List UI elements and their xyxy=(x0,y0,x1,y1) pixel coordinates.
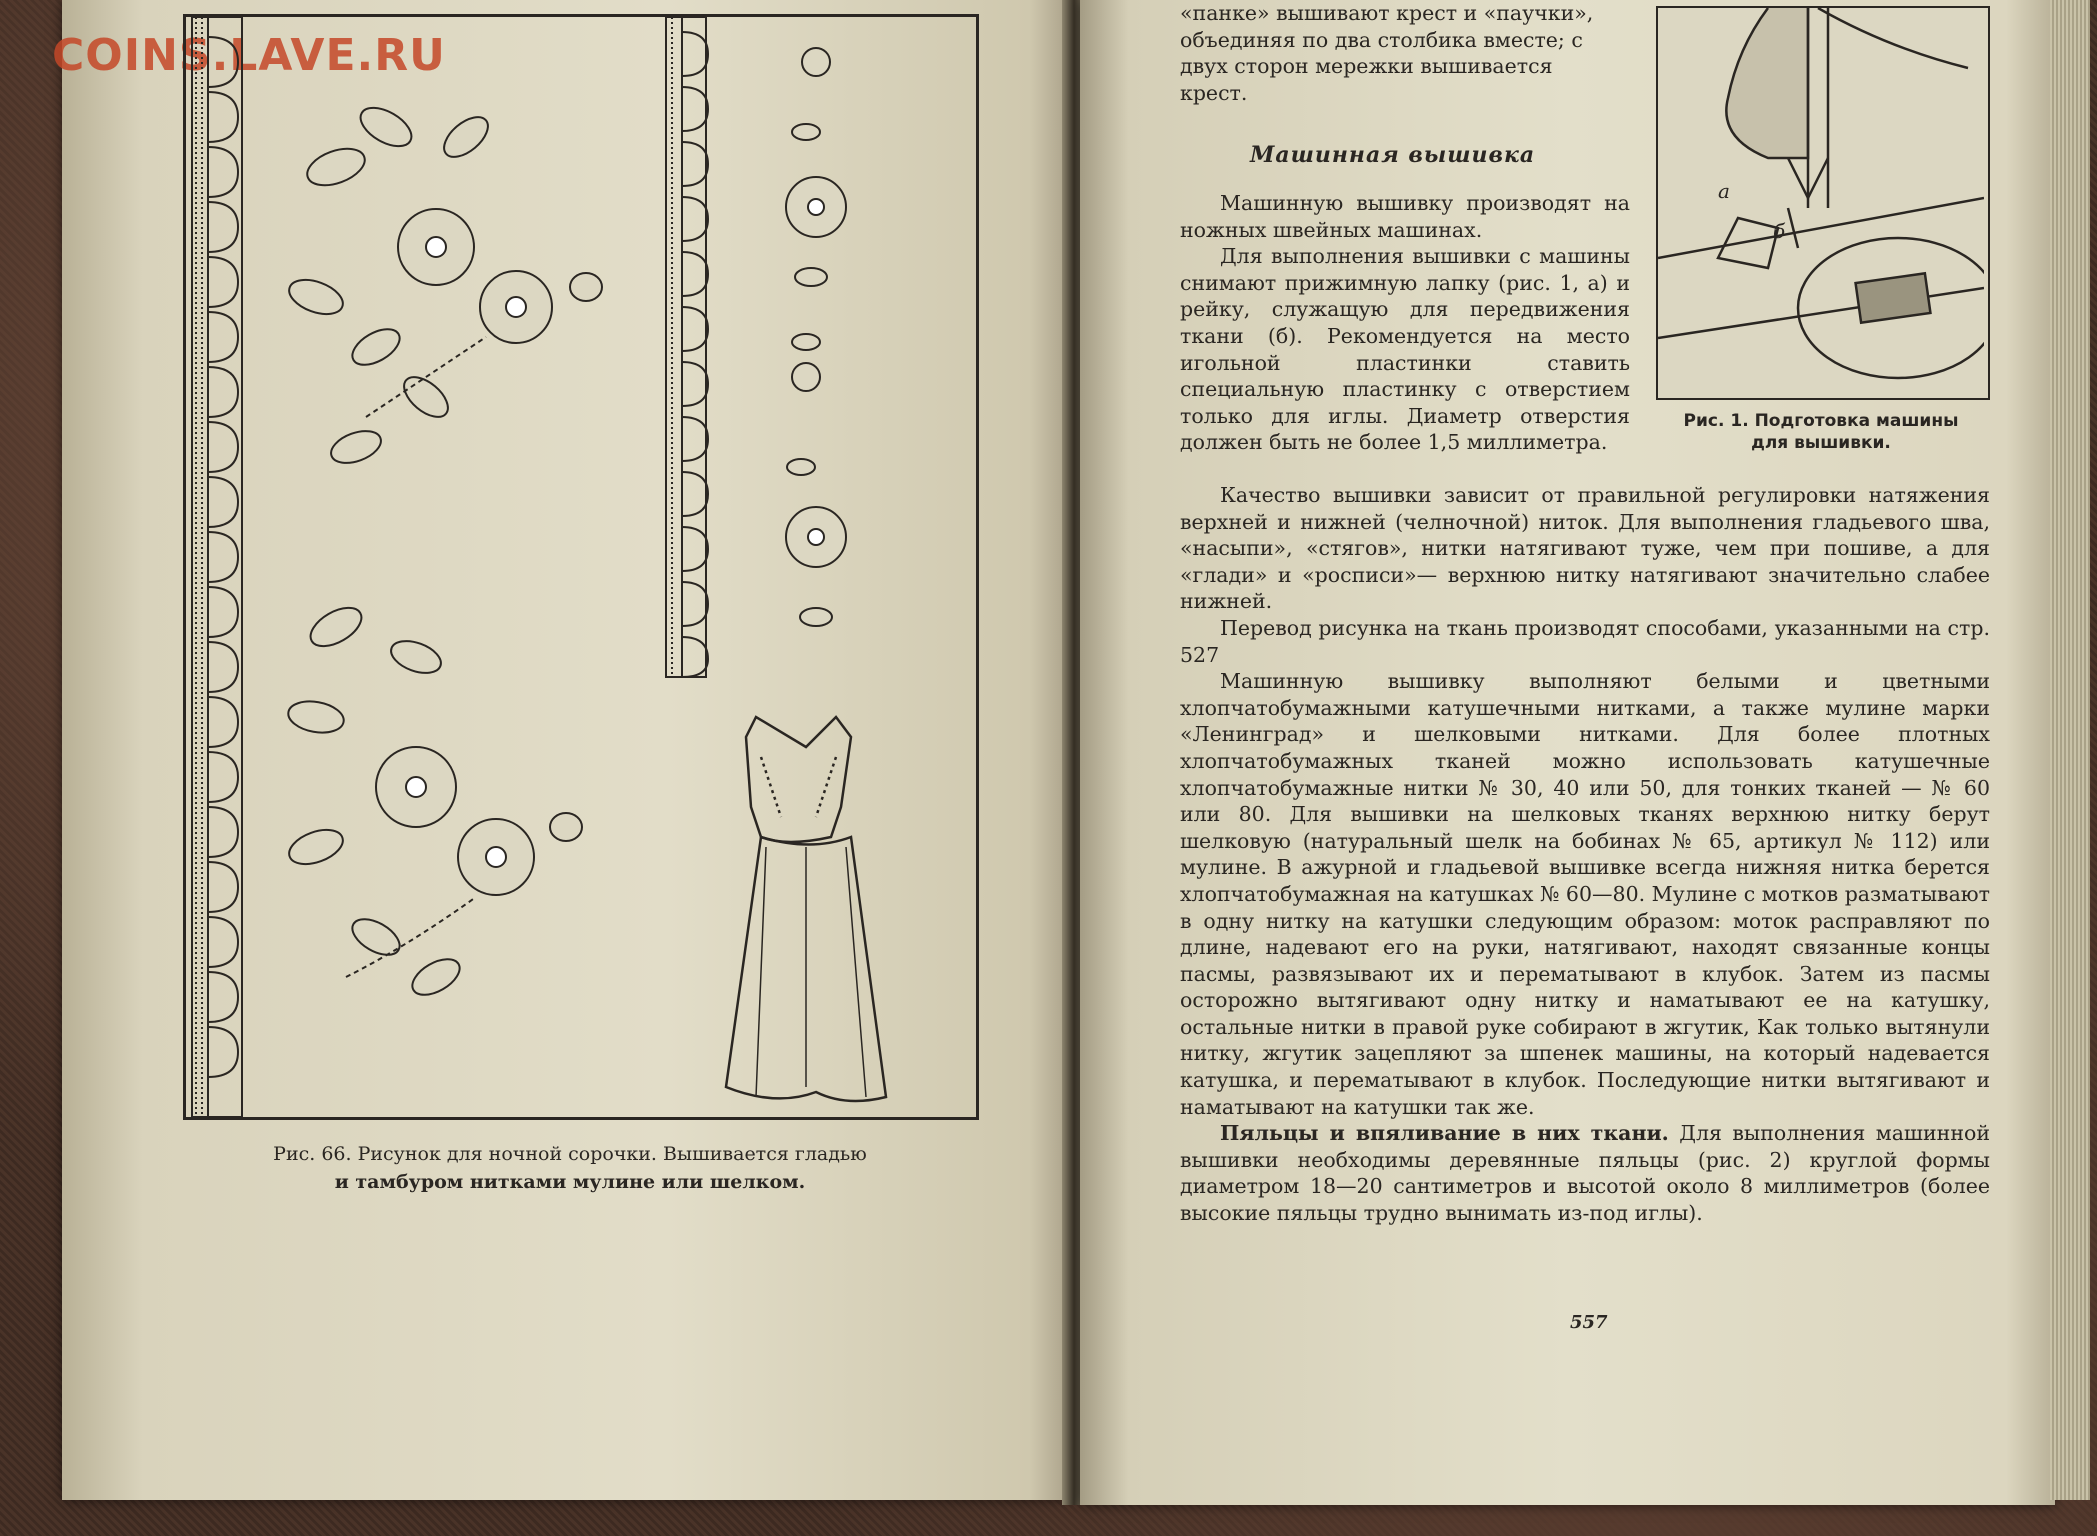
hoops-text: Для выполнения машинной вышивки необходимы деревянные пяльцы (рис. 2) круглой формы диаметром 18—20 сантиметров и высотой около 8 миллиметров (более высокие пяльцы трудно вынимать из-под иглы). xyxy=(1180,1121,1990,1226)
hoops-heading: Пяльцы и впяливание в них ткани. xyxy=(1220,1121,1669,1146)
figure-66-caption-line2: и тамбуром нитками мулине или шелком. xyxy=(334,1171,806,1193)
lace-border-middle xyxy=(666,17,708,677)
machine-label-b: б xyxy=(1773,219,1786,243)
machine-label-a: а xyxy=(1718,179,1730,203)
figure-1-caption-line1: Рис. 1. Подготовка машины xyxy=(1683,411,1959,431)
embroidery-illustration xyxy=(186,17,976,1117)
watermark-text: COINS.LAVE.RU xyxy=(52,30,446,81)
wide-paragraph-3: Машинную вышивку выполняют белыми и цветными хлопчатобумажными катушечными нитками, а также мулине марки «Ленинград» и шелковыми нитками. Для более плотных хлопчатобумажных тканей можно использовать катушечные хлопчатобумажные нитки № 30, 40 или 50, для тонких тканей — № 60 или 80. Для вышивки на шелковых тканях верхнюю нитку берут шелковую (натуральный шелк на бобинах № 65, артикул № 112) или мулине. В ажурной и гладьевой вышивке всегда нижняя нитка берется хлопчатобумажная на катушках № 60—80. Мулине с мотков разматывают в одну нитку на катушки следующим образом: моток расправляют по длине, надевают его на руки, натягивают, находят связанные концы пасмы, развязывают их и перематывают в клубок. Затем из пасмы осторожно вытягивают одну нитку и наматывают ее на катушку, остальные нитки в правой руке собирают в жгутик, Как только вытянули нитку, жгутик зацепляют за шпенек машины, на который надевается катушка, и перематывают в клубок. Последующие нитки вытягивают и наматывают на катушки так же. xyxy=(1180,669,1990,1119)
figure-66-caption-line1: Рис. 66. Рисунок для ночной сорочки. Вышивается гладью xyxy=(273,1143,867,1165)
intro-text-block xyxy=(1180,0,1630,106)
wide-paragraph-4 xyxy=(1180,1120,1990,1226)
page-edges xyxy=(2050,0,2090,1500)
intro-line-4: крест. xyxy=(1180,80,1248,105)
nightgown-drawing xyxy=(726,717,886,1101)
figure-1-caption-line2: для вышивки. xyxy=(1751,433,1891,453)
figure-66-caption xyxy=(210,1140,930,1196)
flower-cluster-top xyxy=(285,100,602,469)
figure-1-caption xyxy=(1656,410,1986,454)
intro-line-1: «панке» вышивают крест и «паучки», xyxy=(1180,1,1594,25)
wide-paragraph-1: Качество вышивки зависит от правильной регулировки натяжения верхней и нижней (челночной) ниток. Для выполнения гладьевого шва, «насыпи», «стягов», нитки натягивают туже, чем при пошиве, а для «глади» и «росписи»— верхнюю нитку натягивают значительно слабее нижней. xyxy=(1180,483,1990,614)
lace-border-left xyxy=(192,17,242,1117)
narrow-paragraph-1: Машинную вышивку производят на ножных швейных машинах. xyxy=(1180,191,1630,242)
intro-line-2: объединяя по два столбика вместе; с xyxy=(1180,27,1583,52)
flower-cluster-bottom xyxy=(285,600,582,1002)
sewing-machine-figure xyxy=(1656,6,1990,400)
intro-line-3: двух сторон мережки вышивается xyxy=(1180,54,1553,79)
wide-text-block xyxy=(1180,482,1990,1227)
narrow-paragraph-2: Для выполнения вышивки с машины снимают прижимную лапку (рис. 1, а) и рейку, служащую для передвижения ткани (б). Рекомендуется на место игольной пластинки ставить специальную пластинку с отверстием только для иглы. Диаметр отверстия должен быть не более 1,5 миллиметра. xyxy=(1180,244,1630,455)
page-number: 557 xyxy=(1570,1312,1608,1333)
flower-column-right xyxy=(786,48,846,626)
embroidery-figure xyxy=(183,14,979,1120)
wide-paragraph-2: Перевод рисунка на ткань производят способами, указанными на стр. 527 xyxy=(1180,615,1990,667)
section-title: Машинная вышивка xyxy=(1250,142,1536,168)
sewing-machine-illustration xyxy=(1658,8,1984,394)
narrow-text-block xyxy=(1180,190,1630,456)
